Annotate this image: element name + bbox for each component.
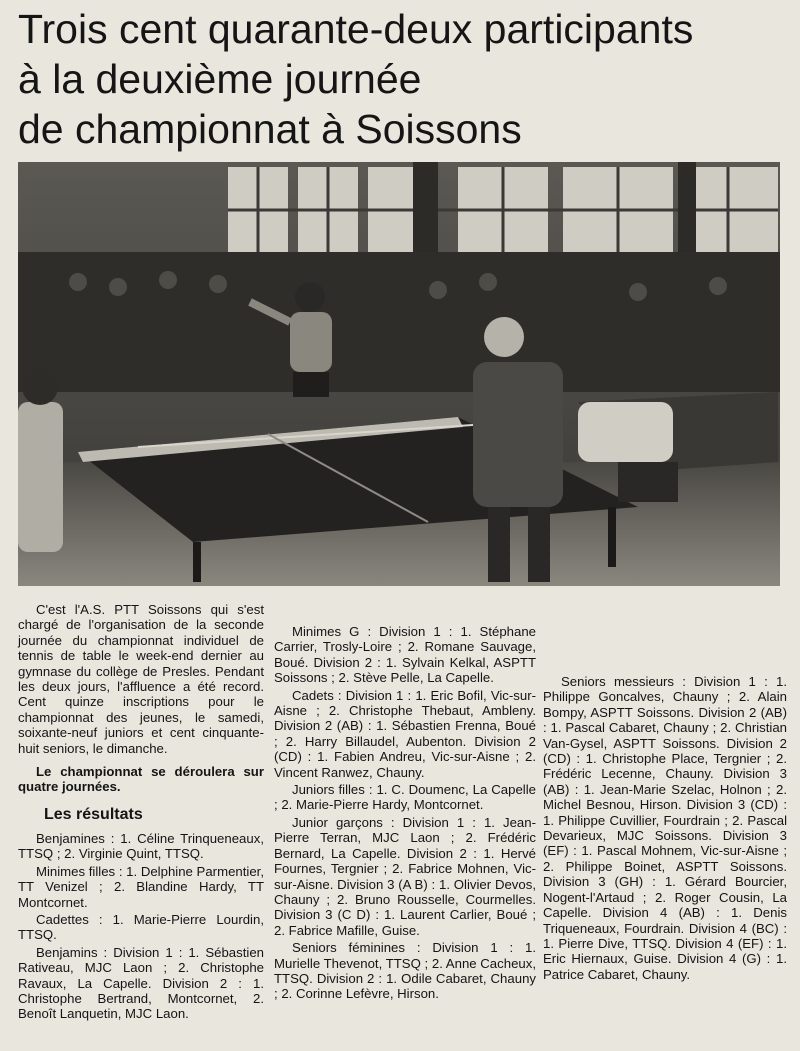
- headline-line-1: Trois cent quarante-deux participants: [18, 6, 694, 52]
- result-juniors-filles: Juniors filles : 1. C. Doumenc, La Capelle ; 2. Marie-Pierre Hardy, Montcornet.: [274, 782, 536, 813]
- headline-line-2: à la deuxième journée: [18, 56, 422, 102]
- headline-line-3: de championnat à Soissons: [18, 106, 522, 152]
- result-cadets: Cadets : Division 1 : 1. Eric Bofil, Vic-sur-Aisne ; 2. Christophe Thebaut, Ambleny. Division 2 (AB) : 1. Sébastien Frenna, Boué ; 2. Harry Billaudel, Aubenton. Division 2 (CD) : 1. Fabien Andreu, Vic-sur-Aisne ; 2. Vincent Ranwez, Chauny.: [274, 687, 536, 780]
- table-tennis-photo: [18, 162, 780, 586]
- headline: [18, 4, 798, 154]
- result-benjamines: Benjamines : 1. Céline Trinqueneaux, TTSQ ; 2. Virginie Quint, TTSQ.: [18, 830, 264, 862]
- column-3: [543, 674, 787, 982]
- result-junior-garcons: Junior garçons : Division 1 : 1. Jean-Pierre Terran, MJC Laon ; 2. Frédéric Bernard, La Capelle. Division 2 : 1. Hervé Fournes, Tergnier ; 2. Fabrice Mohnen, Vic-sur-Aisne. Division 3 (A B) : 1. Olivier Devos, Chauny ; 2. Bruno Rousselle, Courmelles. Division 3 (C D) : 1. Laurent Carlier, Boué ; 2. Fabrice Mafille, Guise.: [274, 814, 536, 938]
- result-benjamins: Benjamins : Division 1 : 1. Sébastien Rativeau, MJC Laon ; 2. Christophe Ravaux, La Capelle. Division 2 : 1. Christophe Bertrand, Montcornet, 2. Benoît Lanquetin, MJC Laon.: [18, 944, 264, 1022]
- intro-paragraph: C'est l'A.S. PTT Soissons qui s'est chargé de l'organisation de la seconde journée du championnat individuel de tennis de table le week-end dernier au gymnase du collège de Presles. Pendant les deux jours, l'affluence a été record. Cent quinze inscriptions pour le championnat des jeunes, le samedi, soixante-neuf juniors et cent cinquante-huit seniors, le dimanche.: [18, 602, 264, 756]
- column-1: [18, 602, 264, 1022]
- column-2: [274, 624, 536, 1002]
- result-minimes-g: Minimes G : Division 1 : 1. Stéphane Carrier, Trosly-Loire ; 2. Romane Sauvage, Boué. Division 2 : 1. Sylvain Kelkal, ASPTT Soissons ; 2. Stève Pelle, La Capelle.: [274, 624, 536, 686]
- result-seniors-messieurs: Seniors messieurs : Division 1 : 1. Philippe Goncalves, Chauny ; 2. Alain Bompy, ASPTT Soissons. Division 2 (AB) : 1. Pascal Cabaret, Chauny ; 2. Christian Van-Gysel, ASPTT Soissons. Division 2 (CD) : 1. Christophe Place, Tergnier ; 2. Frédéric Lecenne, Chauny. Division 3 (AB) : 1. Jean-Marie Szelac, Holnon ; 2. Michel Besnou, Hirson. Division 3 (CD) : 1. Philippe Cuvillier, Fourdrain ; 2. Pascal Devarieux, MJC Soissons. Division 3 (EF) : 1. Pascal Mohnem, Vic-sur-Aisne ; 2. Philippe Boinet, ASPTT Soissons. Division 3 (GH) : 1. Gérard Bourcier, Nogent-l'Artaud ; 2. Roger Cousin, La Capelle. Division 4 (AB) : 1. Denis Triqueneaux, Fourdrain. Division 4 (BC) : 1. Pierre Dive, TTSQ. Division 4 (EF) : 1. Eric Hiernaux, Guise. Division 4 (G) : 1. Patrice Cabaret, Chauny.: [543, 674, 787, 982]
- result-minimes-filles: Minimes filles : 1. Delphine Parmentier, TT Venizel ; 2. Blandine Hardy, TT Montcornet.: [18, 863, 264, 910]
- intro-closing: Le championnat se déroulera sur quatre journées.: [18, 764, 264, 795]
- table-tennis-photo-icon: [18, 162, 780, 586]
- result-cadettes: Cadettes : 1. Marie-Pierre Lourdin, TTSQ.: [18, 911, 264, 943]
- results-title: Les résultats: [44, 805, 143, 823]
- result-seniors-feminines: Seniors féminines : Division 1 : 1. Murielle Thevenot, TTSQ ; 2. Anne Cacheux, TTSQ. Division 2 : 1. Odile Cabaret, Chauny ; 2. Corinne Lefèvre, Hirson.: [274, 940, 536, 1002]
